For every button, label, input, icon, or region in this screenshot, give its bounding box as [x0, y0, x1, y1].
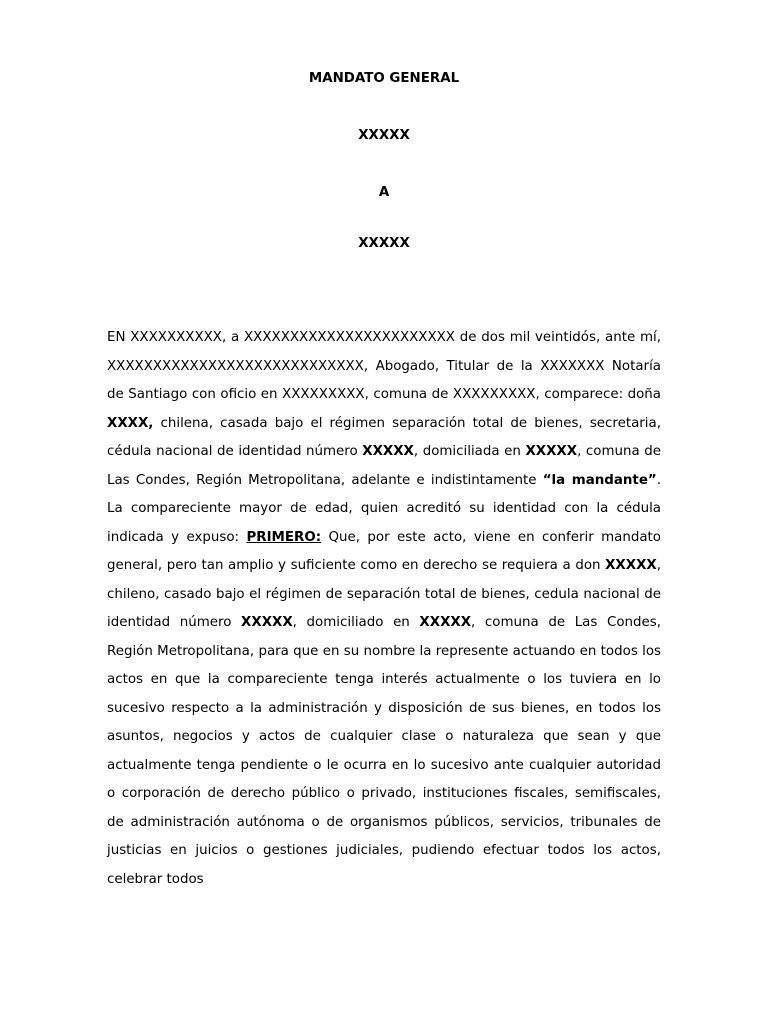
party-from: XXXXX	[358, 128, 410, 143]
body-text-segment: , comuna de Las Condes, Región Metropolitana, adelante e indistintamente	[107, 444, 661, 488]
mandante-alias: “la mandante”	[542, 472, 657, 488]
body-text-segment: Que, por este acto, viene en conferir mandato general, pero tan amplio y suficiente como en derecho se requiera a don	[107, 529, 661, 573]
body-paragraph	[107, 324, 661, 894]
party-to: XXXXX	[358, 236, 410, 251]
body-text-segment: , chileno, casado bajo el régimen de separación total de bienes, cedula nacional de identidad número	[107, 558, 661, 630]
mandatario-address: XXXXX	[419, 615, 472, 630]
document-title: MANDATO GENERAL	[308, 71, 460, 86]
body-text-segment: , comuna de Las Condes, Región Metropolitana, para que en su nombre la represente actuando en todos los actos en que la compareciente tenga interés actualmente o los tuviera en lo sucesivo respecto a la administración y disposición de sus bienes, en todos los asuntos, negocios y actos de cualquier clase o naturaleza que sean y que actualmente tenga pendiente o le ocurra en lo sucesivo ante cualquier autoridad o corporación de derecho público o privado, instituciones fiscales, semifiscales, de administración autónoma o de organismos públicos, servicios, tribunales de justicias en juicios o gestiones judiciales, pudiendo efectuar todos los actos, celebrar todos	[107, 615, 661, 887]
body-text-segment: EN XXXXXXXXXX, a XXXXXXXXXXXXXXXXXXXXXXX de dos mil veintidós, ante mí, XXXXXXXXXXXXXXXXXXXXXXXXXXXX, Abogado, Titular de la XXXXXXX Notaría de Santiago con oficio en XXXXXXXXX, comuna de XXXXXXXXX, comparece: doña	[107, 330, 661, 402]
body-text-segment: chilena, casada bajo el régimen separación total de bienes, secretaria, cédula nacional de identidad número	[107, 415, 661, 459]
body-text-segment: . La compareciente mayor de edad, quien acreditó su identidad con la cédula indicada y expuso:	[107, 472, 661, 545]
party-connector: A	[378, 185, 390, 200]
clause-primero-heading: PRIMERO:	[246, 529, 322, 545]
mandatario-name: XXXXX	[605, 558, 657, 573]
body-text-segment: , domiciliada en	[413, 444, 526, 459]
mandatario-id-number: XXXXX	[241, 615, 293, 630]
body-text-segment: , domiciliado en	[292, 615, 420, 630]
mandante-name: XXXX,	[107, 415, 154, 431]
mandante-id-number: XXXXX	[362, 444, 414, 459]
mandante-address: XXXXX	[525, 444, 578, 459]
